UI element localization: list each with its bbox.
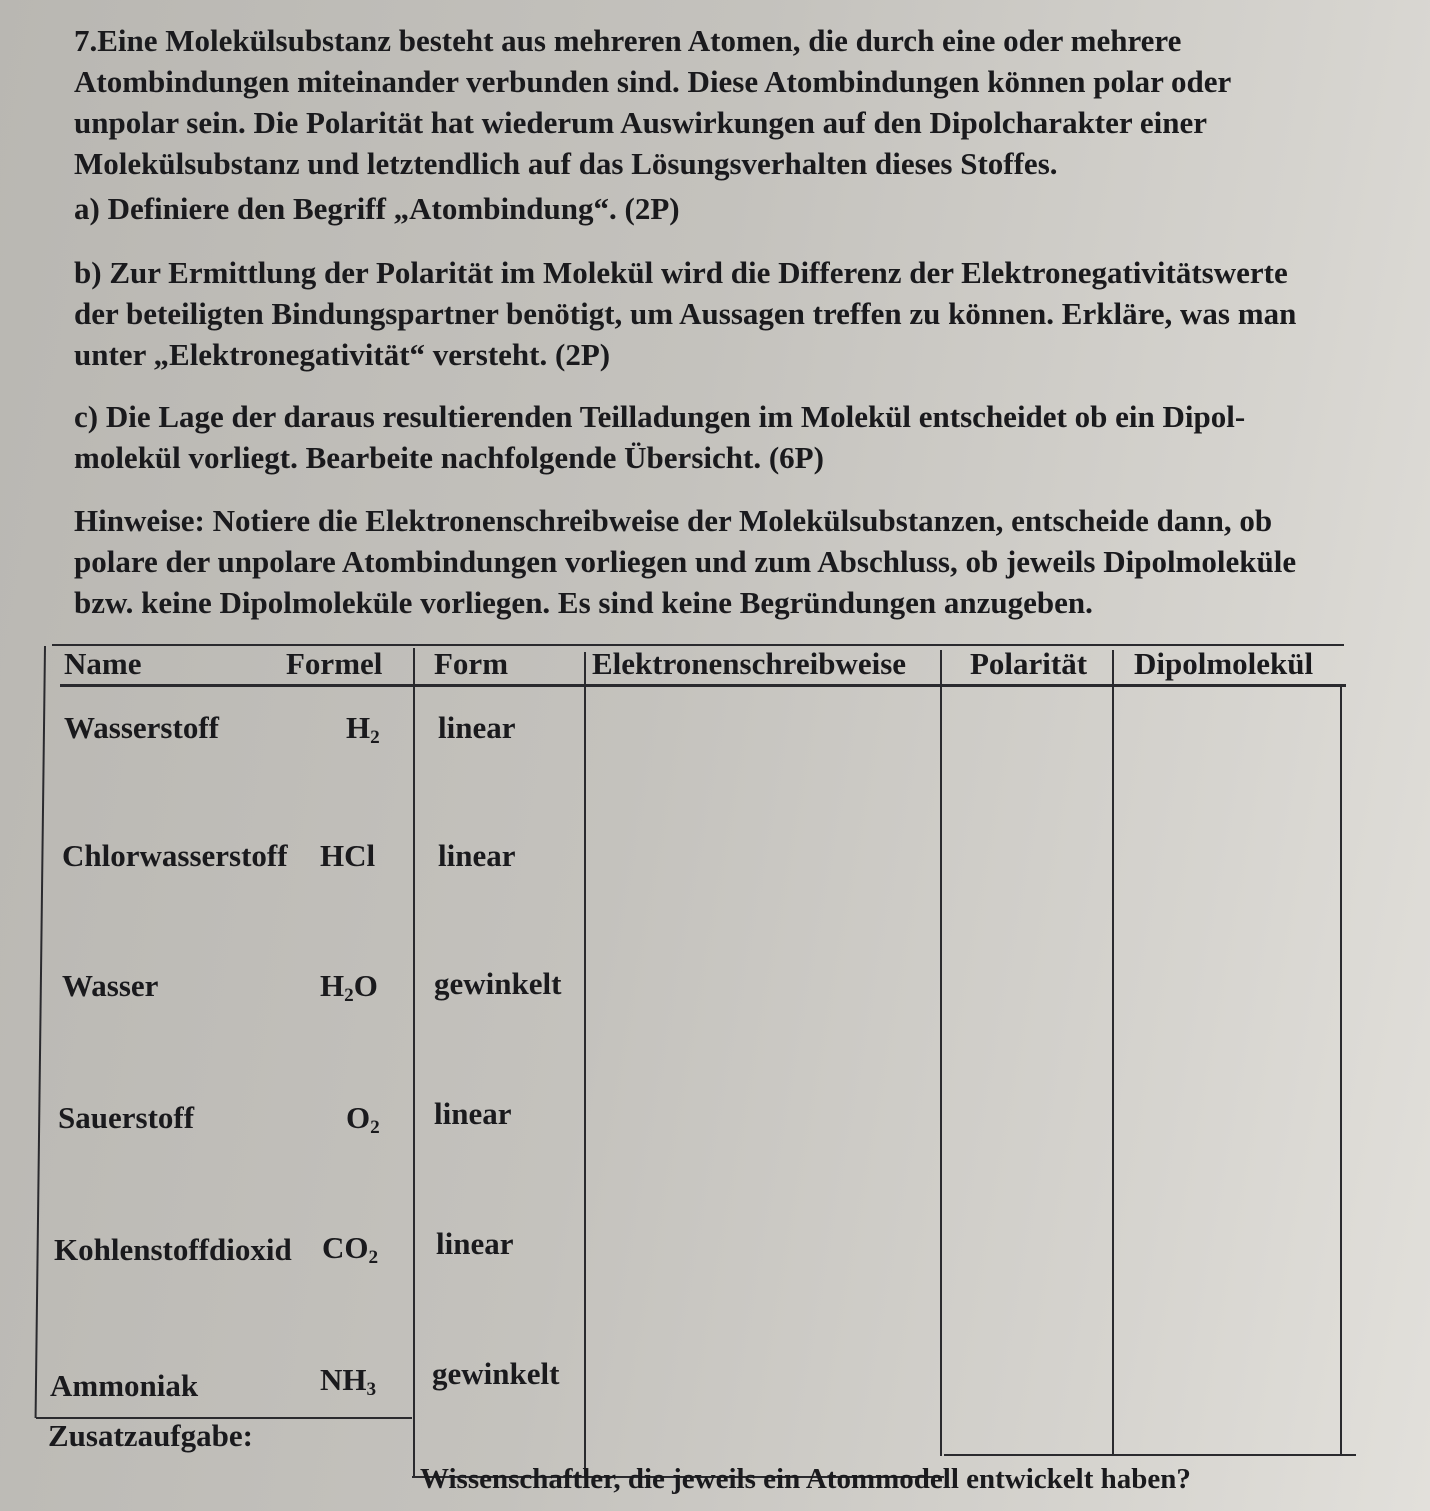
header-electron-notation: Elektronenschreibweise [592,646,907,681]
task-intro-text: 7.Eine Molekülsubstanz besteht aus mehreren Atomen, die durch eine oder mehrere Atombindungen miteinander verbunden sind. Diese Atombindungen können polar oder unpolar sein. Die Polarität hat wiederum Auswirkungen auf den Dipolcharakter einer Molekülsubstanz und letztendlich auf das Lösungsverhalten dieses Stoffes. [74,23,1231,181]
header-formula: Formel [286,646,383,681]
row-name: Sauerstoff [58,1100,195,1135]
header-dipole: Dipolmolekül [1134,646,1314,681]
col-divider-form [413,648,415,1478]
row-name: Ammoniak [50,1368,199,1403]
table-bottom-border-right [944,1454,1356,1456]
row-form: linear [438,838,516,873]
row-name: Wasser [62,968,159,1003]
row-formula: HCl [320,838,376,873]
row-formula: $H_2O$ [320,968,378,1006]
row-formula: $H_2$ [346,710,380,748]
row-name: Kohlenstoffdioxid [54,1232,292,1267]
row-form: linear [438,710,516,745]
header-polarity: Polarität [970,646,1088,681]
row-form: gewinkelt [434,966,562,1001]
row-form: gewinkelt [432,1356,560,1391]
row-formula: $O_2$ [346,1100,380,1138]
row-name: Wasserstoff [64,710,219,745]
extra-task-question: Wissenschaftler, die jeweils ein Atommodell entwickelt haben? [420,1463,1191,1495]
table-header-divider [60,684,1346,687]
question-c: c) Die Lage der daraus resultierenden Teilladungen im Molekül entscheidet ob ein Dipol-molekül vorliegt. Bearbeite nachfolgende Übersicht. (6P) [74,399,1246,475]
header-form: Form [434,646,509,681]
row-name: Chlorwasserstoff [62,838,288,873]
col-divider-dipole [1112,650,1114,1456]
row-form: linear [436,1226,514,1261]
row-form: linear [434,1096,512,1131]
extra-task-label: Zusatzaufgabe: [48,1418,253,1453]
hint-text: Hinweise: Notiere die Elektronenschreibweise der Molekülsubstanzen, entscheide dann, ob polare der unpolare Atombindungen vorliegen und zum Abschluss, ob jeweils Dipolmoleküle bzw. keine Dipolmoleküle vorliegen. Es sind keine Begründungen anzugeben. [74,503,1297,620]
row-formula: $NH_3$ [320,1362,377,1400]
header-name: Name [64,646,142,681]
col-divider-polarity [940,650,942,1456]
table-left-border [35,646,46,1418]
question-a: a) Definiere den Begriff „Atombindung“. (2P) [74,191,680,226]
table-right-border [1340,684,1342,1456]
question-b: b) Zur Ermittlung der Polarität im Molekül wird die Differenz der Elektronegativitätswerte der beteiligten Bindungspartner benötigt, um Aussagen treffen zu können. Erkläre, was man unter „Elektronegativität“ versteht. (2P) [74,255,1297,372]
row-formula: $CO_2$ [322,1230,379,1268]
col-divider-electron [584,652,586,1478]
